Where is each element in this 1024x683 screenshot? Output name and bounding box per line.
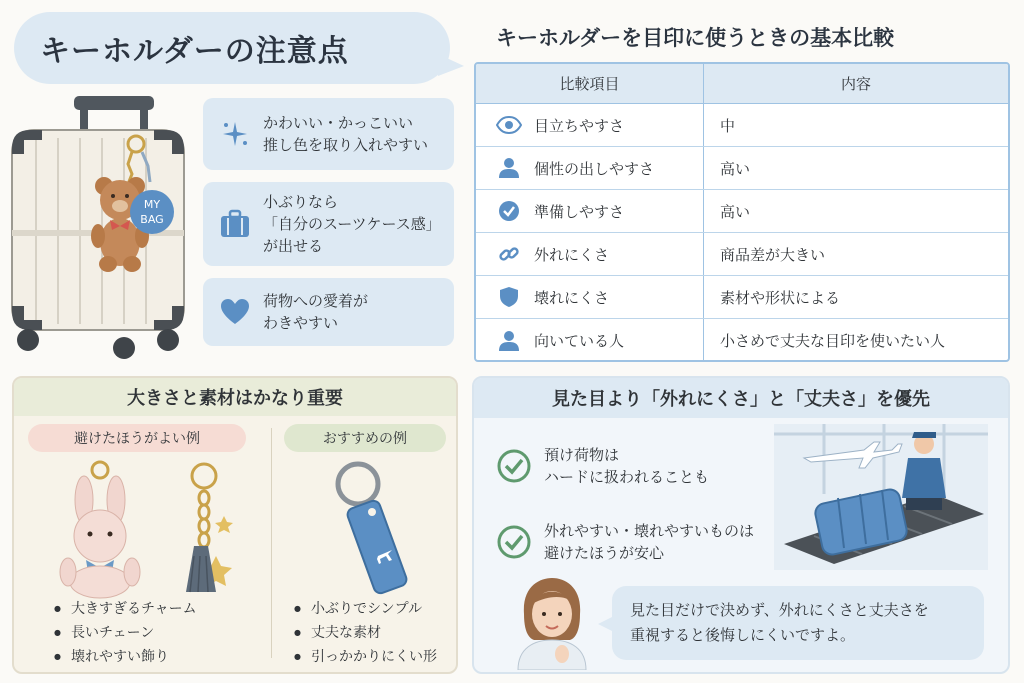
list-item: ● 長いチェーン	[54, 622, 197, 646]
row-item: 壊れにくさ	[534, 288, 610, 307]
tag-line2: BAG	[140, 213, 164, 226]
row-item: 目立ちやすさ	[534, 116, 625, 135]
feature-text: 小ぶりなら 「自分のスーツケース感」 が出せる	[263, 193, 441, 255]
check-circle-icon	[496, 524, 532, 560]
list-item: ● 丈夫な素材	[294, 622, 437, 646]
row-value: 高い	[720, 202, 751, 221]
advisor-avatar	[510, 574, 594, 670]
tag-line1: MY	[143, 198, 161, 211]
advice-bubble: 見た目だけで決めず、外れにくさと丈夫さを 重視すると後悔しにくいですよ。	[612, 586, 984, 660]
airport-baggage-illustration	[774, 424, 988, 570]
check-circle-icon	[494, 200, 524, 222]
page-title: キーホルダーの注意点	[40, 34, 349, 69]
panel-title: 大きさと素材はかなり重要	[14, 378, 456, 416]
row-value: 中	[720, 116, 736, 135]
avoid-label: 避けたほうがよい例	[28, 424, 246, 452]
recommend-list	[294, 598, 437, 670]
list-item: ● 壊れやすい飾り	[54, 646, 197, 670]
person-icon	[494, 330, 524, 352]
table-row	[476, 190, 1008, 233]
list-item: ● 引っかかりにくい形	[294, 646, 437, 670]
table-row	[476, 319, 1008, 362]
table-header	[476, 64, 1008, 104]
sparkle-icon	[215, 119, 255, 149]
link-icon	[494, 243, 524, 265]
table-row	[476, 233, 1008, 276]
divider	[271, 428, 272, 658]
list-item: ● 大きすぎるチャーム	[54, 598, 197, 622]
avoid-list	[54, 598, 197, 670]
suitcase-illustration	[6, 92, 196, 364]
shield-icon	[494, 286, 524, 308]
row-item: 外れにくさ	[534, 245, 610, 264]
feature-card-cute	[203, 98, 454, 170]
row-value: 小さめで丈夫な目印を使いたい人	[720, 332, 946, 350]
panel-title: 見た目より「外れにくさ」と「丈夫さ」を優先	[474, 378, 1008, 418]
suitcase-icon	[215, 209, 255, 239]
row-item: 個性の出しやすさ	[534, 159, 655, 178]
feature-text: かわいい・かっこいい 推し色を取り入れやすい	[263, 114, 429, 154]
row-item: 向いている人	[534, 332, 625, 350]
comparison-title: キーホルダーを目印に使うときの基本比較	[496, 26, 895, 50]
feature-card-attachment	[203, 278, 454, 346]
list-item: ● 小ぶりでシンプル	[294, 598, 437, 622]
row-value: 商品差が大きい	[720, 245, 826, 264]
person-icon	[494, 157, 524, 179]
chain-charm-illustration	[164, 460, 254, 600]
point-text: 預け荷物は ハードに扱われることも	[544, 446, 710, 486]
heart-icon	[215, 298, 255, 326]
table-row	[476, 276, 1008, 319]
table-row	[476, 104, 1008, 147]
row-value: 高い	[720, 159, 751, 178]
title-banner	[14, 12, 450, 84]
column-header-item: 比較項目	[476, 64, 704, 103]
eye-icon	[494, 116, 524, 134]
recommend-label: おすすめの例	[284, 424, 446, 452]
bunny-charm-illustration	[44, 460, 154, 600]
feature-text: 荷物への愛着が わきやすい	[263, 292, 369, 332]
column-header-content: 内容	[840, 75, 871, 93]
row-value: 素材や形状による	[720, 288, 841, 307]
feature-card-small	[203, 182, 454, 266]
point-text: 外れやすい・壊れやすいものは 避けたほうが安心	[544, 522, 755, 562]
priority-panel	[472, 376, 1010, 674]
tag-keyring-illustration	[320, 460, 430, 600]
row-item: 準備しやすさ	[534, 202, 625, 221]
table-row	[476, 147, 1008, 190]
comparison-table	[474, 62, 1010, 362]
check-circle-icon	[496, 448, 532, 484]
size-material-panel	[12, 376, 458, 674]
